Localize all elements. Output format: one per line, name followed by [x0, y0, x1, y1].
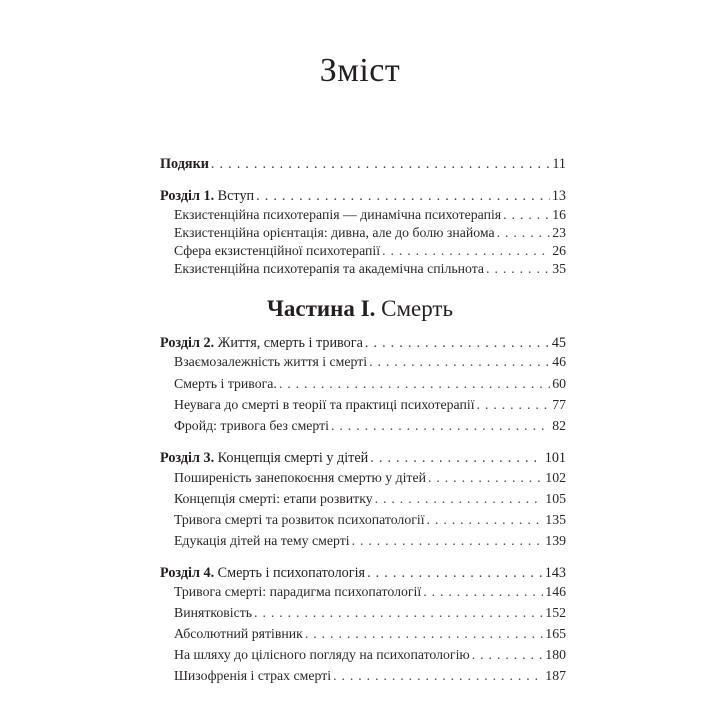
- toc-label: Концепція смерті: етапи розвитку: [174, 491, 373, 506]
- dot-leader: [211, 156, 550, 173]
- toc-label: Тривога смерті: парадигма психопатології: [174, 584, 422, 599]
- toc-label: Абсолютний рятівник: [174, 626, 303, 641]
- toc-entry[interactable]: [174, 668, 566, 684]
- part-prefix: Частина I.: [267, 296, 376, 321]
- dot-leader: [365, 335, 550, 352]
- dot-leader: [486, 261, 550, 277]
- toc-label: Взаємозалежність життя і смерті: [174, 354, 368, 369]
- chapter-title: Смерть і психопатологія: [217, 565, 366, 581]
- toc-entry[interactable]: [174, 207, 566, 223]
- toc-label: Подяки: [160, 156, 209, 172]
- page-number: 82: [552, 418, 566, 433]
- toc-label: Винятковість: [174, 605, 253, 620]
- page-number: 187: [545, 668, 566, 683]
- chapter-prefix: Розділ 1.: [160, 188, 215, 204]
- page-number: 23: [552, 225, 566, 240]
- toc-chapter-3[interactable]: [160, 450, 566, 467]
- page-number: 146: [545, 584, 566, 599]
- toc-entry[interactable]: [174, 354, 566, 370]
- dot-leader: [477, 397, 551, 413]
- dot-leader: [369, 354, 550, 370]
- page-number: 13: [551, 188, 566, 204]
- page-number: 77: [552, 397, 566, 412]
- toc-label: Поширеність занепокоєння смертю у дітей: [174, 470, 426, 485]
- toc-chapter-2[interactable]: [160, 335, 566, 352]
- chapter-title: Життя, смерть і тривога: [217, 335, 363, 351]
- toc-entry[interactable]: [174, 261, 566, 277]
- dot-leader: [279, 376, 550, 392]
- toc-label: Екзистенційна орієнтація: дивна, але до болю знайома: [174, 225, 495, 240]
- dot-leader: [503, 207, 550, 223]
- toc-label: Фройд: тривога без смерті: [174, 418, 329, 433]
- page-number: 45: [551, 335, 566, 351]
- chapter-prefix: Розділ 4.: [160, 565, 215, 581]
- toc-entry-acknowledgements[interactable]: [160, 156, 566, 173]
- toc-entry[interactable]: [174, 376, 566, 392]
- toc-label: Шизофренія і страх смерті: [174, 668, 332, 683]
- toc-label: Смерть і тривога.: [174, 376, 277, 391]
- toc-entry[interactable]: [174, 626, 566, 642]
- chapter-title: Вступ: [217, 188, 255, 204]
- dot-leader: [370, 450, 542, 467]
- dot-leader: [352, 533, 544, 549]
- page-number: 139: [545, 533, 566, 548]
- toc-entry[interactable]: [174, 584, 566, 600]
- dot-leader: [256, 188, 550, 205]
- chapter-prefix: Розділ 3.: [160, 450, 215, 466]
- toc-label: На шляху до цілісного погляду на психопатологію: [174, 647, 470, 662]
- page-title: Зміст: [319, 52, 401, 89]
- toc-entry[interactable]: [174, 491, 566, 507]
- dot-leader: [305, 626, 543, 642]
- dot-leader: [497, 225, 551, 241]
- dot-leader: [333, 668, 543, 684]
- toc-entry[interactable]: [174, 605, 566, 621]
- page-number: 165: [545, 626, 566, 641]
- toc-label: Екзистенційна психотерапія — динамічна психотерапія: [174, 207, 502, 222]
- toc-entry[interactable]: [174, 397, 566, 413]
- page-number: 16: [552, 207, 566, 222]
- page-number: 26: [552, 243, 566, 258]
- page-number: 35: [552, 261, 566, 276]
- page-number: 143: [544, 565, 566, 581]
- toc-chapter-4[interactable]: [160, 565, 566, 582]
- toc-entry[interactable]: [174, 418, 566, 434]
- dot-leader: [382, 243, 550, 259]
- toc-label: Тривога смерті та розвиток психопатології: [174, 512, 425, 527]
- toc-entry[interactable]: [174, 533, 566, 549]
- toc-label: Екзистенційна психотерапія та академічна спільнота: [174, 261, 485, 276]
- dot-leader: [331, 418, 550, 434]
- toc-entry[interactable]: [174, 243, 566, 259]
- toc-label: Неувага до смерті в теорії та практиці психотерапії: [174, 397, 475, 412]
- toc-entry[interactable]: [174, 512, 566, 528]
- page-number: 152: [545, 605, 566, 620]
- dot-leader: [472, 647, 544, 663]
- chapter-prefix: Розділ 2.: [160, 335, 215, 351]
- chapter-title: Концепція смерті у дітей: [217, 450, 369, 466]
- toc-entry[interactable]: [174, 647, 566, 663]
- toc-entry[interactable]: [174, 225, 566, 241]
- dot-leader: [375, 491, 544, 507]
- page-number: 102: [545, 470, 566, 485]
- page-number: 101: [544, 450, 566, 466]
- page-number: 11: [552, 156, 566, 172]
- dot-leader: [427, 512, 544, 528]
- page-number: 135: [545, 512, 566, 527]
- dot-leader: [423, 584, 543, 600]
- part-heading: [0, 296, 720, 322]
- part-title: Смерть: [381, 296, 453, 321]
- page-number: 46: [552, 354, 566, 369]
- toc-label: Едукація дітей на тему смерті: [174, 533, 350, 548]
- toc-label: Сфера екзистенційної психотерапії: [174, 243, 381, 258]
- dot-leader: [254, 605, 543, 621]
- dot-leader: [428, 470, 543, 486]
- toc-entry[interactable]: [174, 470, 566, 486]
- dot-leader: [367, 565, 543, 582]
- toc-chapter-1[interactable]: [160, 188, 566, 205]
- page-number: 105: [545, 491, 566, 506]
- page-number: 60: [552, 376, 566, 391]
- page-number: 180: [545, 647, 566, 662]
